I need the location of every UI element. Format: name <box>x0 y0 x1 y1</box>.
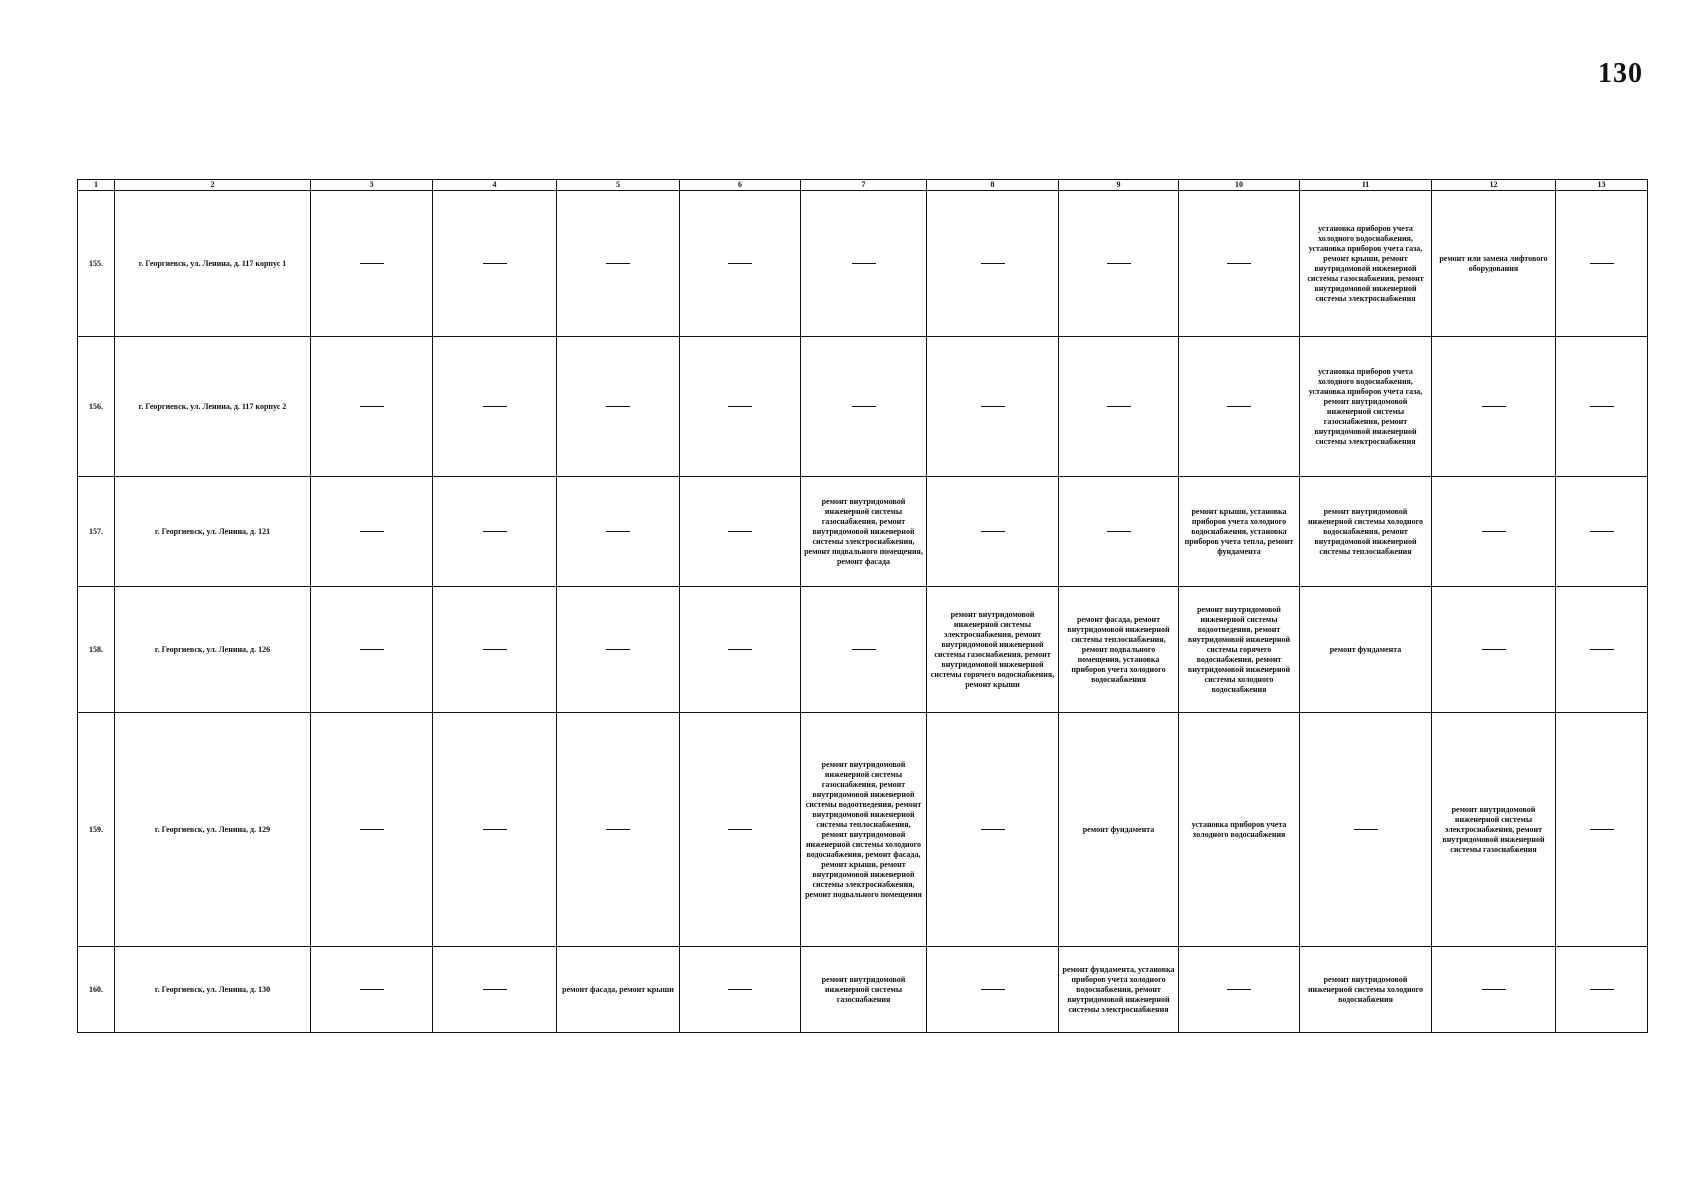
dash-mark <box>360 649 384 650</box>
table-cell <box>1300 713 1432 947</box>
table-cell <box>927 947 1059 1033</box>
dash-mark <box>1227 406 1251 407</box>
table-cell: ремонт внутридомовой инженерной системы холодного водоснабжения, ремонт внутридомовой инженерной системы теплоснабжения <box>1300 477 1432 587</box>
table-row <box>78 713 1648 947</box>
dash-mark <box>1590 263 1614 264</box>
table-body <box>78 191 1648 1033</box>
table-cell <box>557 191 680 337</box>
dash-mark <box>360 531 384 532</box>
dash-mark <box>1482 989 1506 990</box>
table-row <box>78 947 1648 1033</box>
table-cell <box>1179 191 1300 337</box>
dash-mark <box>852 406 876 407</box>
dash-mark <box>728 531 752 532</box>
table-cell <box>680 191 801 337</box>
table-cell <box>1179 337 1300 477</box>
table-cell <box>311 947 433 1033</box>
table-cell <box>1059 477 1179 587</box>
column-number-header: 7 <box>801 180 927 191</box>
row-number: 158. <box>78 587 115 713</box>
table-cell: ремонт фундамента <box>1059 713 1179 947</box>
table-cell <box>680 713 801 947</box>
table-cell <box>927 337 1059 477</box>
table-cell: ремонт крыши, установка приборов учета холодного водоснабжения, установка приборов учета тепла, ремонт фундамента <box>1179 477 1300 587</box>
dash-mark <box>360 989 384 990</box>
table-cell <box>680 587 801 713</box>
table-cell <box>801 191 927 337</box>
column-number-header: 8 <box>927 180 1059 191</box>
column-number-header: 5 <box>557 180 680 191</box>
column-number-header: 2 <box>115 180 311 191</box>
table-cell: ремонт внутридомовой инженерной системы газоснабжения, ремонт внутридомовой инженерной системы водоотведения, ремонт внутридомовой инженерной системы теплоснабжения, ремонт внутридомовой инженерной системы холодного водоснабжения, ремонт фасада, ремонт крыши, ремонт внутридомовой инженерной системы электроснабжения, ремонт подвального помещения <box>801 713 927 947</box>
table-cell <box>433 587 557 713</box>
row-number: 159. <box>78 713 115 947</box>
dash-mark <box>728 829 752 830</box>
dash-mark <box>1590 829 1614 830</box>
table-cell <box>433 477 557 587</box>
table-cell: ремонт внутридомовой инженерной системы холодного водоснабжения <box>1300 947 1432 1033</box>
table-cell <box>557 587 680 713</box>
dash-mark <box>483 649 507 650</box>
table-cell <box>557 477 680 587</box>
row-number: 155. <box>78 191 115 337</box>
dash-mark <box>981 531 1005 532</box>
table-row <box>78 587 1648 713</box>
table-cell <box>801 337 927 477</box>
dash-mark <box>728 989 752 990</box>
dash-mark <box>360 406 384 407</box>
table-cell <box>1179 947 1300 1033</box>
dash-mark <box>981 829 1005 830</box>
column-number-header: 11 <box>1300 180 1432 191</box>
table-cell <box>1432 587 1556 713</box>
table-cell <box>433 191 557 337</box>
building-address: г. Георгиевск, ул. Ленина, д. 130 <box>115 947 311 1033</box>
table-cell: установка приборов учета холодного водоснабжения, установка приборов учета газа, ремонт крыши, ремонт внутридомовой инженерной системы газоснабжения, ремонт внутридомовой инженерной системы электроснабжения <box>1300 191 1432 337</box>
table-cell: установка приборов учета холодного водоснабжения <box>1179 713 1300 947</box>
building-address: г. Георгиевск, ул. Ленина, д. 129 <box>115 713 311 947</box>
table-cell <box>1432 947 1556 1033</box>
column-number-header: 4 <box>433 180 557 191</box>
column-number-header: 6 <box>680 180 801 191</box>
row-number: 160. <box>78 947 115 1033</box>
dash-mark <box>606 649 630 650</box>
dash-mark <box>606 829 630 830</box>
building-address: г. Георгиевск, ул. Ленина, д. 117 корпус 2 <box>115 337 311 477</box>
dash-mark <box>483 406 507 407</box>
table-cell <box>433 713 557 947</box>
column-number-header: 3 <box>311 180 433 191</box>
table-cell: ремонт фундамента <box>1300 587 1432 713</box>
dash-mark <box>483 829 507 830</box>
table-cell <box>311 713 433 947</box>
table-cell <box>1556 947 1648 1033</box>
table-header <box>78 180 1648 191</box>
building-address: г. Георгиевск, ул. Ленина, д. 117 корпус 1 <box>115 191 311 337</box>
table-cell: ремонт внутридомовой инженерной системы электроснабжения, ремонт внутридомовой инженерной системы газоснабжения <box>1432 713 1556 947</box>
dash-mark <box>606 406 630 407</box>
dash-mark <box>1227 263 1251 264</box>
dash-mark <box>981 263 1005 264</box>
column-number-header: 13 <box>1556 180 1648 191</box>
row-number: 156. <box>78 337 115 477</box>
table-cell <box>1556 713 1648 947</box>
table-cell <box>311 337 433 477</box>
table-cell: установка приборов учета холодного водоснабжения, установка приборов учета газа, ремонт внутридомовой инженерной системы газоснабжения, ремонт внутридомовой инженерной системы электроснабжения <box>1300 337 1432 477</box>
dash-mark <box>1482 649 1506 650</box>
table-cell <box>1556 477 1648 587</box>
table-cell <box>1556 191 1648 337</box>
dash-mark <box>483 263 507 264</box>
dash-mark <box>606 263 630 264</box>
table-cell <box>1059 191 1179 337</box>
table-cell: ремонт фундамента, установка приборов учета холодного водоснабжения, ремонт внутридомовой инженерной системы электроснабжения <box>1059 947 1179 1033</box>
table-cell: ремонт внутридомовой инженерной системы газоснабжения, ремонт внутридомовой инженерной системы электроснабжения, ремонт подвального помещения, ремонт фасада <box>801 477 927 587</box>
table-cell <box>927 477 1059 587</box>
table-row <box>78 191 1648 337</box>
column-number-header: 1 <box>78 180 115 191</box>
building-address: г. Георгиевск, ул. Ленина, д. 126 <box>115 587 311 713</box>
table-cell <box>557 337 680 477</box>
dash-mark <box>360 263 384 264</box>
table-cell: ремонт или замена лифтового оборудования <box>1432 191 1556 337</box>
table-cell <box>927 713 1059 947</box>
dash-mark <box>728 406 752 407</box>
table-cell <box>1556 337 1648 477</box>
table-cell <box>1432 477 1556 587</box>
column-number-header: 12 <box>1432 180 1556 191</box>
table-row <box>78 477 1648 587</box>
column-number-header: 9 <box>1059 180 1179 191</box>
table-cell <box>801 587 927 713</box>
dash-mark <box>483 989 507 990</box>
table-cell <box>557 713 680 947</box>
dash-mark <box>981 989 1005 990</box>
building-address: г. Георгиевск, ул. Ленина, д. 121 <box>115 477 311 587</box>
table-cell <box>927 191 1059 337</box>
dash-mark <box>483 531 507 532</box>
table-cell <box>311 587 433 713</box>
row-number: 157. <box>78 477 115 587</box>
table-cell: ремонт внутридомовой инженерной системы электроснабжения, ремонт внутридомовой инженерной системы газоснабжения, ремонт внутридомовой инженерной системы горячего водоснабжения, ремонт крыши <box>927 587 1059 713</box>
dash-mark <box>1590 649 1614 650</box>
repair-schedule-table <box>77 179 1648 1033</box>
header-row <box>78 180 1648 191</box>
table-cell <box>1556 587 1648 713</box>
table-cell <box>1059 337 1179 477</box>
dash-mark <box>1107 531 1131 532</box>
table-cell <box>680 947 801 1033</box>
column-number-header: 10 <box>1179 180 1300 191</box>
table-cell <box>433 947 557 1033</box>
dash-mark <box>1107 406 1131 407</box>
dash-mark <box>360 829 384 830</box>
table-cell: ремонт внутридомовой инженерной системы газоснабжения <box>801 947 927 1033</box>
table-cell <box>311 191 433 337</box>
table-cell <box>680 477 801 587</box>
table-cell: ремонт внутридомовой инженерной системы водоотведения, ремонт внутридомовой инженерной системы горячего водоснабжения, ремонт внутридомовой инженерной системы холодного водоснабжения <box>1179 587 1300 713</box>
dash-mark <box>606 531 630 532</box>
dash-mark <box>1482 531 1506 532</box>
dash-mark <box>1590 406 1614 407</box>
table-cell <box>433 337 557 477</box>
dash-mark <box>1482 406 1506 407</box>
dash-mark <box>1107 263 1131 264</box>
dash-mark <box>728 263 752 264</box>
dash-mark <box>852 649 876 650</box>
page-number: 130 <box>1598 58 1643 89</box>
dash-mark <box>728 649 752 650</box>
dash-mark <box>981 406 1005 407</box>
dash-mark <box>1590 989 1614 990</box>
table-row <box>78 337 1648 477</box>
dash-mark <box>852 263 876 264</box>
table-cell <box>680 337 801 477</box>
table-cell: ремонт фасада, ремонт внутридомовой инженерной системы теплоснабжения, ремонт подвального помещения, установка приборов учета холодного водоснабжения <box>1059 587 1179 713</box>
dash-mark <box>1590 531 1614 532</box>
dash-mark <box>1227 989 1251 990</box>
table-cell <box>311 477 433 587</box>
dash-mark <box>1354 829 1378 830</box>
table-cell: ремонт фасада, ремонт крыши <box>557 947 680 1033</box>
table-cell <box>1432 337 1556 477</box>
